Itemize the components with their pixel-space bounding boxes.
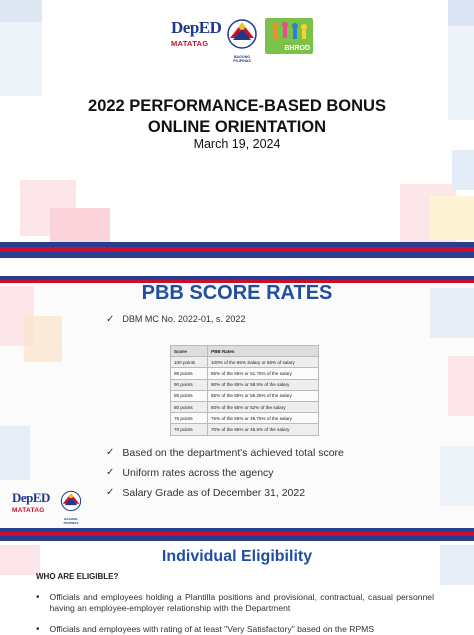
table-cell: 85% of the 65% or 55.25% of the salary bbox=[208, 390, 319, 401]
table-row bbox=[171, 357, 319, 368]
decor-square bbox=[452, 150, 474, 190]
matatag-logo-text: MATATAG bbox=[12, 507, 45, 514]
bullet-text: Salary Grade as of December 31, 2022 bbox=[122, 487, 306, 499]
memo-text: DBM MC No. 2022-01, s. 2022 bbox=[122, 314, 246, 324]
pbb-rates-table bbox=[170, 345, 319, 436]
eligibility-text: Officials and employees holding a Plantilla positions and provisional, contractual, casual personnel having an employee-employer relationship with the Department bbox=[49, 592, 434, 613]
table-cell: 75% of the 65% or 48.75% of the salary bbox=[208, 413, 319, 424]
table-cell: 90% of the 65% or 58.5% of the salary bbox=[208, 379, 319, 390]
table-row bbox=[171, 413, 319, 424]
deped-logo-text: DepED bbox=[171, 18, 222, 37]
bagong-pilipinas-text: BAGONG PILIPINAS bbox=[233, 55, 251, 63]
decor-square bbox=[24, 316, 62, 362]
table-cell: 80 points bbox=[171, 401, 208, 412]
footer-logos bbox=[12, 490, 84, 525]
bagong-pilipinas-logo bbox=[225, 18, 259, 63]
checkmark-icon: ✓ bbox=[106, 487, 115, 498]
checkmark-icon: ✓ bbox=[106, 467, 115, 478]
table-cell: 85% of the 65% or 61.75% of the salary bbox=[208, 368, 319, 379]
table-header-row bbox=[171, 346, 319, 357]
matatag-logo-text: MATATAG bbox=[171, 39, 209, 48]
bullet-text: Uniform rates across the agency bbox=[122, 467, 274, 479]
eligibility-bullet bbox=[36, 592, 434, 614]
table-header-cell: Score bbox=[171, 346, 208, 357]
eligibility-text: Officials and employees with rating of at least "Very Satisfactory" based on the RPMS bbox=[49, 624, 375, 634]
bullet-item bbox=[106, 447, 344, 459]
table-cell: 70 points bbox=[171, 424, 208, 435]
table-cell: 95 points bbox=[171, 368, 208, 379]
table-row bbox=[171, 401, 319, 412]
table-cell: 75 points bbox=[171, 413, 208, 424]
table-cell: 90 points bbox=[171, 379, 208, 390]
slide-gap bbox=[0, 258, 474, 276]
page-title bbox=[0, 96, 474, 138]
table-row bbox=[171, 424, 319, 435]
bhrod-logo-text: BHROD bbox=[284, 45, 310, 52]
bagong-pilipinas-text: BAGONG PILIPINAS bbox=[63, 517, 79, 525]
bullet-dot-icon: • bbox=[36, 624, 40, 635]
decor-square bbox=[430, 196, 474, 240]
table-row bbox=[171, 390, 319, 401]
table-header-cell: PBB Rates bbox=[208, 346, 319, 357]
slide-title bbox=[0, 0, 474, 258]
bagong-pilipinas-seal-icon bbox=[58, 490, 84, 512]
decor-square bbox=[448, 0, 474, 26]
title-line-2: ONLINE ORIENTATION bbox=[147, 118, 327, 136]
table-cell: 70% of the 65% or 45.5% of the salary bbox=[208, 424, 319, 435]
deped-logo-text: DepED bbox=[12, 490, 50, 505]
bhrod-logo bbox=[265, 18, 313, 54]
section-title-pbb: PBB SCORE RATES bbox=[141, 282, 333, 304]
checkmark-icon: ✓ bbox=[106, 447, 115, 458]
table-cell: 100 points bbox=[171, 357, 208, 368]
decor-square bbox=[448, 356, 474, 416]
deped-matatag-logo bbox=[171, 18, 222, 56]
bagong-pilipinas-logo bbox=[58, 490, 84, 525]
eligibility-bullet bbox=[36, 624, 434, 635]
bullet-text: Based on the department's achieved total score bbox=[122, 447, 344, 459]
who-are-eligible-heading: WHO ARE ELIGIBLE? bbox=[36, 572, 119, 581]
bagong-pilipinas-seal-icon bbox=[225, 18, 259, 50]
header-logos bbox=[171, 18, 313, 63]
decor-square bbox=[0, 0, 42, 22]
bullet-item bbox=[106, 467, 274, 479]
presentation-date: March 19, 2024 bbox=[193, 137, 281, 151]
memo-reference bbox=[106, 314, 245, 325]
checkmark-icon: ✓ bbox=[106, 314, 115, 325]
table-cell: 85 points bbox=[171, 390, 208, 401]
decor-square bbox=[0, 426, 30, 480]
decor-square bbox=[440, 446, 474, 506]
table-cell: 80% of the 65% or 52% of the salary bbox=[208, 401, 319, 412]
section-title-eligibility: Individual Eligibility bbox=[161, 548, 313, 565]
bullet-item bbox=[106, 487, 305, 499]
bullet-dot-icon: • bbox=[36, 592, 40, 603]
table-row bbox=[171, 379, 319, 390]
table-row bbox=[171, 368, 319, 379]
deped-matatag-logo bbox=[12, 490, 52, 525]
title-line-1: 2022 PERFORMANCE-BASED BONUS bbox=[88, 97, 386, 115]
table-cell: 100% of the 65% Salary or 65% of salary bbox=[208, 357, 319, 368]
stripe-navy bbox=[0, 536, 474, 541]
